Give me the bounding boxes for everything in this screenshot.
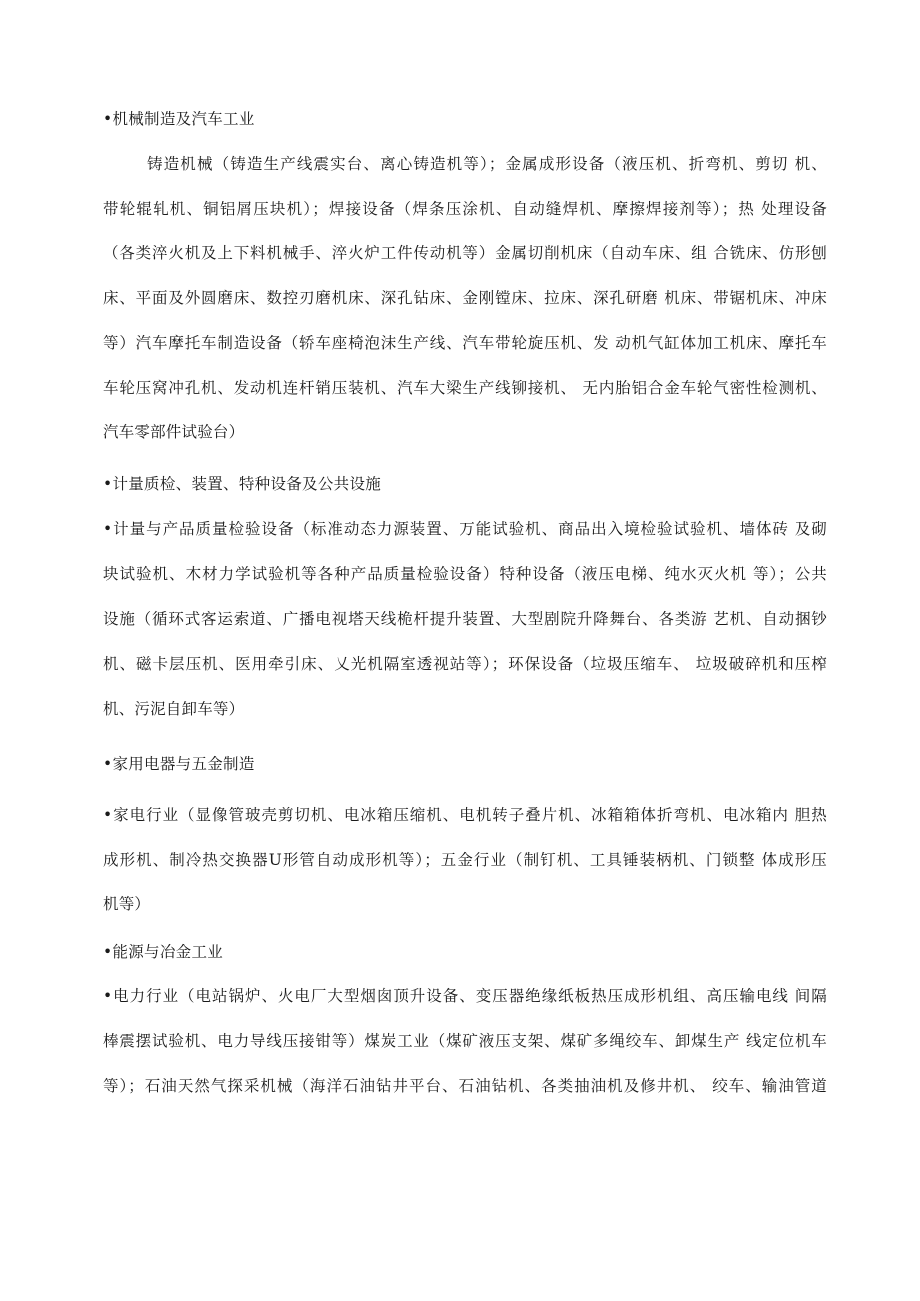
paragraph-line: 机等） [103, 895, 151, 913]
section-heading-appliances: •家用电器与五金制造 [103, 755, 255, 773]
paragraph-line: •电力行业（电站锅炉、火电厂大型烟囱顶升设备、变压器绝缘纸板热压成形机组、高压输电线 间隔 [103, 987, 827, 1005]
paragraph-line: 机、磁卡层压机、医用牵引床、乂光机隔室透视站等）；环保设备（垃圾压缩车、 垃圾破碎机和压榨 [103, 655, 827, 673]
paragraph-line: •家电行业（显像管玻壳剪切机、电冰箱压缩机、电机转子叠片机、冰箱箱体折弯机、电冰箱内 胆热 [103, 806, 827, 824]
paragraph-line: 块试验机、木材力学试验机等各种产品质量检验设备）特种设备（液压电梯、纯水灭火机 等）；公共 [103, 565, 827, 583]
paragraph-line: 床、平面及外圆磨床、数控刃磨机床、深孔钻床、金刚镗床、拉床、深孔研磨 机床、带锯机床、冲床 [103, 289, 827, 307]
paragraph-line: 带轮辊轧机、铜铝屑压块机）；焊接设备（焊条压涂机、自动缝焊机、摩擦焊接剂等）；热 处理设备 [103, 200, 827, 218]
paragraph-line: •计量与产品质量检验设备（标准动态力源装置、万能试验机、商品出入境检验试验机、墙体砖 及砌 [103, 520, 827, 538]
paragraph-line: 铸造机械（铸造生产线震实台、离心铸造机等）；金属成形设备（液压机、折弯机、剪切 机、 [147, 155, 827, 173]
paragraph-line: （各类淬火机及上下料机械手、淬火炉工件传动机等）金属切削机床（自动车床、组 合铣床、仿形刨 [103, 244, 827, 262]
paragraph-line: 等）；石油天然气探采机械（海洋石油钻井平台、石油钻机、各类抽油机及修井机、 绞车、输油管道 [103, 1077, 827, 1095]
paragraph-line: 等）汽车摩托车制造设备（轿车座椅泡沫生产线、汽车带轮旋压机、发 动机气缸体加工机床、摩托车 [103, 334, 827, 352]
paragraph-line: 汽车零部件试验台） [103, 423, 245, 441]
section-heading-energy: •能源与冶金工业 [103, 943, 224, 961]
section-heading-inspection: •计量质检、装置、特种设备及公共设施 [103, 475, 382, 493]
paragraph-line: 车轮压窝冲孔机、发动机连杆销压装机、汽车大梁生产线铆接机、 无内胎铝合金车轮气密性检测机、 [103, 379, 827, 397]
paragraph-line: 设施（循环式客运索道、广播电视塔天线桅杆提升装置、大型剧院升降舞台、各类游 艺机、自动捆钞 [103, 610, 827, 628]
paragraph-line: 机、污泥自卸车等） [103, 700, 245, 718]
paragraph-line: 棒震摆试验机、电力导线压接钳等）煤炭工业（煤矿液压支架、煤矿多绳绞车、卸煤生产 线定位机车 [103, 1032, 827, 1050]
paragraph-line: 成形机、制冷热交换器U形管自动成形机等）；五金行业（制钉机、工具锤装柄机、门锁整 体成形压 [103, 851, 827, 869]
section-heading-machinery: •机械制造及汽车工业 [103, 110, 255, 128]
